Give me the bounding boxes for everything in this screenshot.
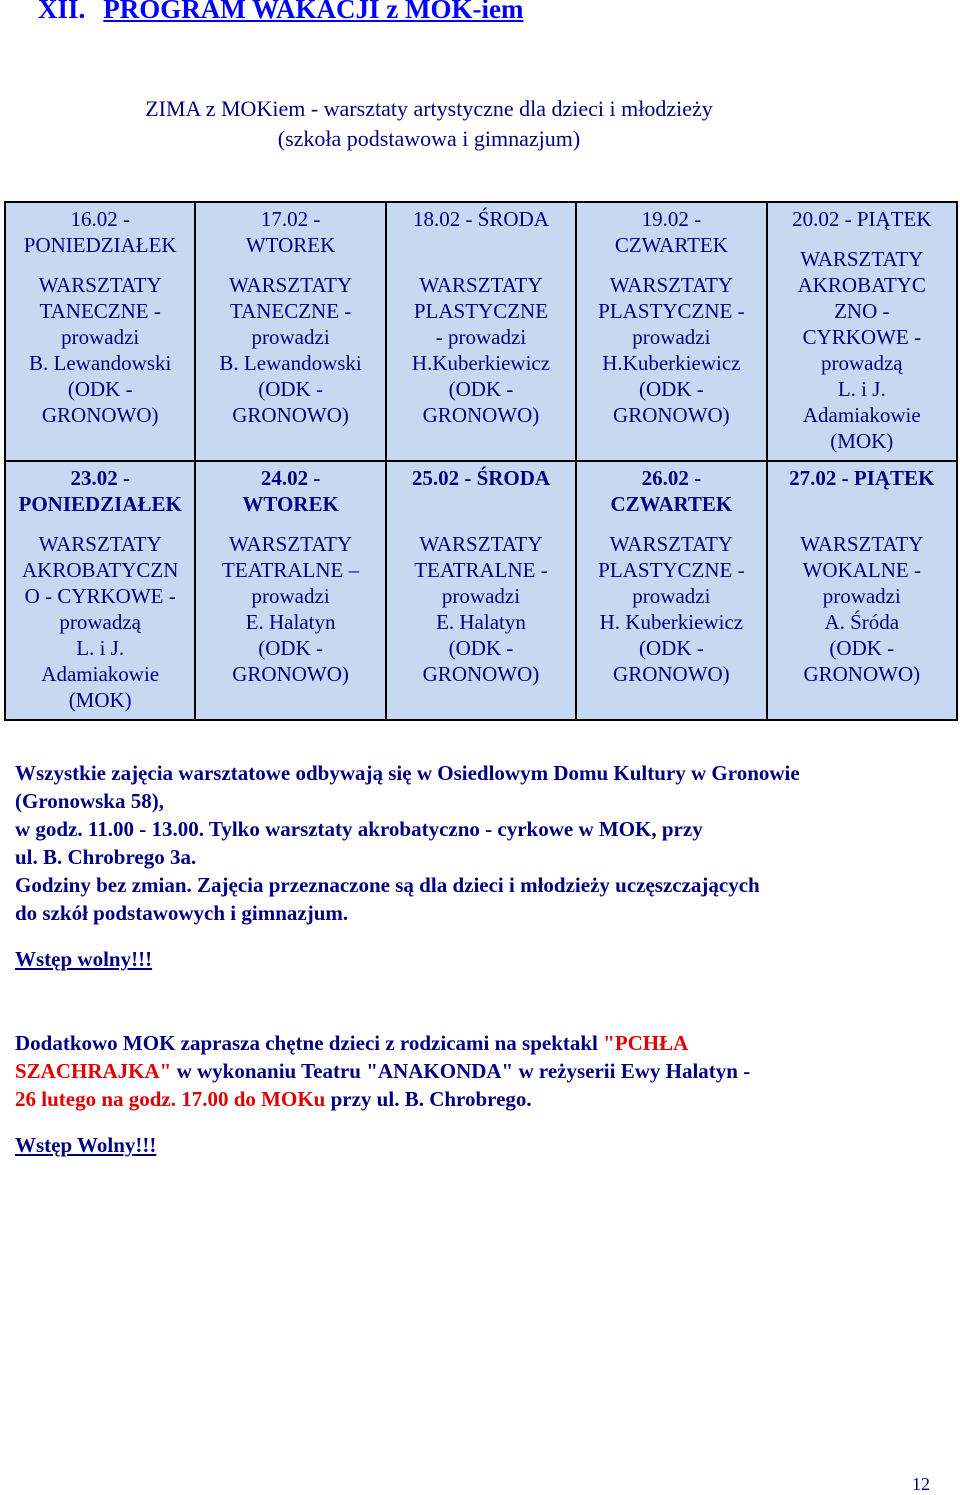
day-label-line: 16.02 - (70, 207, 130, 231)
schedule-table (4, 201, 958, 721)
workshop-description (581, 272, 761, 428)
workshop-line: GRONOWO) (232, 662, 349, 686)
day-label-line (772, 491, 952, 517)
free-entry-1 (15, 945, 935, 973)
day-label-line (391, 232, 571, 258)
extra-line-2 (15, 1057, 935, 1085)
day-label-line: WTOREK (245, 233, 336, 257)
workshop-line: prowadzi (251, 584, 330, 608)
workshop-line: O - CYRKOWE - (24, 584, 176, 608)
workshop-line: (ODK - (639, 636, 704, 660)
workshop-line: (ODK - (258, 377, 323, 401)
workshop-line: GRONOWO) (232, 403, 349, 427)
workshop-description (10, 531, 190, 713)
schedule-cell (767, 202, 957, 461)
day-label-line: 17.02 - (260, 207, 321, 231)
day-label (391, 465, 571, 517)
day-label-line: 27.02 - PIĄTEK (789, 466, 935, 490)
workshop-description (200, 272, 380, 428)
schedule-cell (576, 461, 766, 720)
workshop-line: prowadzą (820, 351, 903, 375)
workshop-line: WARSZTATY (609, 273, 733, 297)
workshop-line: A. Śróda (824, 610, 900, 634)
free-entry-text: Wstęp Wolny!!! (15, 1133, 157, 1157)
workshop-line: WARSZTATY (800, 247, 924, 271)
page-number: 12 (912, 1474, 930, 1494)
day-label-line: CZWARTEK (610, 492, 733, 516)
workshop-line: WARSZTATY (229, 532, 353, 556)
workshop-description (772, 246, 952, 454)
schedule-cell (195, 461, 385, 720)
day-label-line: 23.02 - (70, 466, 130, 490)
workshop-line: Adamiakowie (802, 403, 921, 427)
workshop-line: (ODK - (829, 636, 895, 660)
workshop-line: B. Lewandowski (219, 351, 362, 375)
extra-text: w wykonaniu Teatru "ANAKONDA" w reżyserii Ewy Halatyn - (171, 1059, 751, 1083)
workshop-line: L. i J. (76, 636, 125, 660)
workshop-description (200, 531, 380, 687)
day-label (772, 465, 952, 517)
workshop-line: L. i J. (837, 377, 886, 401)
free-entry-text: Wstęp wolny!!! (15, 947, 153, 971)
workshop-line: H. Kuberkiewicz (599, 610, 744, 634)
extra-line-1 (15, 1029, 935, 1057)
workshop-description (10, 272, 190, 428)
workshop-line: GRONOWO) (613, 662, 730, 686)
subtitle-line-1: ZIMA z MOKiem - warsztaty artystyczne dla dzieci i młodzieży (145, 96, 713, 121)
day-label (391, 206, 571, 258)
workshop-line: TEATRALNE - (414, 558, 548, 582)
workshop-line: (ODK - (67, 377, 133, 401)
section-heading (38, 0, 523, 25)
workshop-line: GRONOWO) (422, 662, 540, 686)
workshop-line: Adamiakowie (41, 662, 160, 686)
workshop-line: CYRKOWE - (802, 325, 921, 349)
schedule-cell (386, 461, 576, 720)
day-label (581, 465, 761, 517)
play-title-part: SZACHRAJKA" (15, 1059, 172, 1083)
workshop-line: WARSZTATY (419, 532, 543, 556)
workshop-line: (MOK) (830, 429, 894, 453)
workshop-line: prowadzi (632, 584, 711, 608)
workshop-line: TEATRALNE – (222, 558, 360, 582)
subtitle (0, 94, 858, 154)
extra-text: przy ul. B. Chrobrego. (325, 1087, 532, 1111)
workshop-line: GRONOWO) (803, 662, 921, 686)
info-line: (Gronowska 58), (15, 789, 164, 813)
workshop-description (391, 531, 571, 687)
workshop-line: WARSZTATY (419, 273, 543, 297)
day-label (10, 206, 190, 258)
schedule-cell (5, 202, 195, 461)
workshop-line: WARSZTATY (229, 273, 353, 297)
workshop-line: AKROBATYC (797, 273, 926, 297)
schedule-cell (386, 202, 576, 461)
day-label-line: 24.02 - (260, 466, 321, 490)
workshop-line: PLASTYCZNE - (598, 558, 745, 582)
workshop-description (581, 531, 761, 687)
day-label-line: 20.02 - PIĄTEK (792, 207, 932, 231)
workshop-line: E. Halatyn (245, 610, 336, 634)
day-label (10, 465, 190, 517)
day-label-line: PONIEDZIAŁEK (23, 233, 177, 257)
workshop-line: WARSZTATY (609, 532, 733, 556)
workshop-line: WARSZTATY (38, 273, 162, 297)
workshop-line: prowadzą (59, 610, 141, 634)
workshop-line: prowadzi (251, 325, 330, 349)
workshop-line: - prowadzi (435, 325, 527, 349)
day-label (200, 206, 380, 258)
schedule-cell (5, 461, 195, 720)
extra-line-3 (15, 1085, 935, 1113)
schedule-cell (767, 461, 957, 720)
workshop-line: (ODK - (448, 377, 514, 401)
workshop-line: GRONOWO) (41, 403, 159, 427)
workshop-line: GRONOWO) (422, 403, 540, 427)
workshop-line: (ODK - (448, 636, 514, 660)
day-label-line: CZWARTEK (614, 233, 728, 257)
workshop-line: TANECZNE - (229, 299, 352, 323)
free-entry-2 (15, 1131, 935, 1159)
day-label-line: 18.02 - ŚRODA (413, 207, 549, 231)
workshop-line: GRONOWO) (613, 403, 730, 427)
workshop-line: TANECZNE - (39, 299, 161, 323)
workshop-line: H.Kuberkiewicz (602, 351, 741, 375)
day-label-line: PONIEDZIAŁEK (18, 492, 182, 516)
subtitle-line-2: (szkoła podstawowa i gimnazjum) (277, 126, 581, 151)
play-title-part: "PCHŁA (603, 1031, 689, 1055)
info-line: do szkół podstawowych i gimnazjum. (15, 901, 349, 925)
day-label-line: WTOREK (242, 492, 339, 516)
day-label (772, 206, 952, 232)
schedule-cell (195, 202, 385, 461)
workshop-line: B. Lewandowski (29, 351, 172, 375)
info-paragraph (15, 759, 935, 927)
extra-paragraph (15, 1029, 935, 1113)
schedule-row (5, 461, 957, 720)
info-line: Godziny bez zmian. Zajęcia przeznaczone są dla dzieci i młodzieży uczęszczających (15, 873, 760, 897)
workshop-line: prowadzi (441, 584, 521, 608)
workshop-description (391, 272, 571, 428)
schedule-cell (576, 202, 766, 461)
workshop-line: PLASTYCZNE - (598, 299, 745, 323)
day-label-line: 26.02 - (641, 466, 702, 490)
section-title: PROGRAM WAKACJI z MOK-iem (103, 0, 524, 24)
info-line: w godz. 11.00 - 13.00. Tylko warsztaty akrobatyczno - cyrkowe w MOK, przy (15, 817, 703, 841)
workshop-line: (MOK) (68, 688, 132, 712)
workshop-line: prowadzi (61, 325, 140, 349)
schedule-row (5, 202, 957, 461)
workshop-line: prowadzi (822, 584, 901, 608)
workshop-line: WARSZTATY (38, 532, 162, 556)
workshop-line: H.Kuberkiewicz (411, 351, 551, 375)
workshop-line: WOKALNE - (802, 558, 921, 582)
day-label-line: 19.02 - (641, 207, 702, 231)
workshop-line: WARSZTATY (800, 532, 924, 556)
workshop-line: E. Halatyn (436, 610, 526, 634)
day-label (581, 206, 761, 258)
workshop-description (772, 531, 952, 687)
day-label-line: 25.02 - ŚRODA (411, 466, 551, 490)
info-line: Wszystkie zajęcia warsztatowe odbywają się w Osiedlowym Domu Kultury w Gronowie (15, 761, 800, 785)
workshop-line: ZNO - (834, 299, 890, 323)
extra-text: Dodatkowo MOK zaprasza chętne dzieci z rodzicami na spektakl (15, 1031, 604, 1055)
workshop-line: PLASTYCZNE (413, 299, 549, 323)
workshop-line: (ODK - (639, 377, 704, 401)
workshop-line: (ODK - (258, 636, 323, 660)
play-date: 26 lutego na godz. 17.00 do MOKu (15, 1087, 326, 1111)
workshop-line: prowadzi (632, 325, 711, 349)
workshop-line: AKROBATYCZN (22, 558, 179, 582)
day-label (200, 465, 380, 517)
section-number: XII. (38, 0, 86, 24)
day-label-line (391, 491, 571, 517)
info-line: ul. B. Chrobrego 3a. (15, 845, 197, 869)
